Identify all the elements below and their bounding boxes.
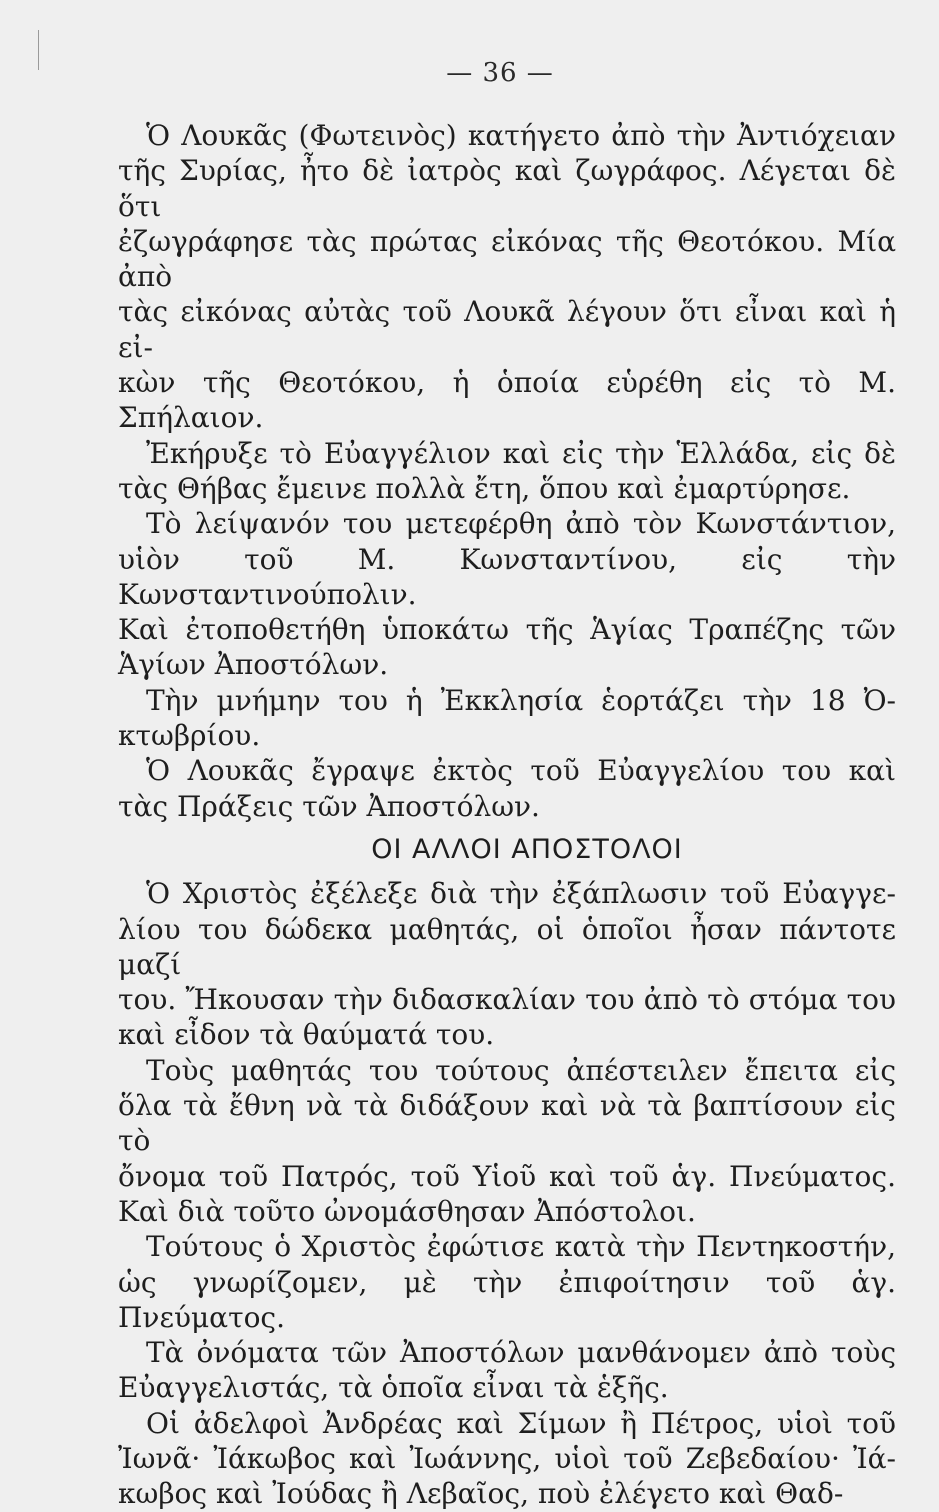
paragraph [118, 876, 896, 1052]
paragraph [118, 683, 896, 754]
text-line: τῆς Συρίας, ἦτο δὲ ἰατρὸς καὶ ζωγράφος. Λέγεται δὲ ὅτι [118, 154, 896, 223]
text-line: λίου του δώδεκα μαθητάς, οἱ ὁποῖοι ἦσαν πάντοτε μαζί [118, 912, 896, 981]
paragraph [118, 118, 896, 436]
paragraph [118, 753, 896, 824]
text-line: ἐζωγράφησε τὰς πρώτας εἰκόνας τῆς Θεοτόκου. Μία ἀπὸ [118, 224, 896, 294]
text-line: ὡς γνωρίζομεν, μὲ τὴν ἐπιφοίτησιν τοῦ ἁγ. Πνεύματος. [118, 1265, 896, 1334]
text-line: Ὁ Λουκᾶς (Φωτεινὸς) κατήγετο ἀπὸ τὴν Ἀντιόχειαν [146, 119, 896, 152]
text-line: Εὐαγγελιστάς, τὰ ὁποῖα εἶναι τὰ ἑξῆς. [118, 1371, 669, 1405]
text-line: Καὶ διὰ τοῦτο ὠνομάσθησαν Ἀπόστολοι. [118, 1194, 696, 1228]
text-line: υἱὸν τοῦ Μ. Κωνσταντίνου, εἰς τὴν Κωνσταντινούπολιν. [118, 542, 896, 611]
text-line: Ὁ Λουκᾶς ἔγραψε ἐκτὸς τοῦ Εὐαγγελίου του καὶ [146, 754, 896, 788]
text-line: κὼν τῆς Θεοτόκου, ἡ ὁποία εὑρέθη εἰς τὸ Μ. Σπήλαιον. [118, 366, 896, 435]
paragraph [118, 1053, 896, 1229]
text-line: Καὶ ἐτοποθετήθη ὑποκάτω τῆς Ἁγίας Τραπέζης τῶν [118, 613, 896, 647]
text-line: ὅλα τὰ ἔθνη νὰ τὰ διδάξουν καὶ νὰ τὰ βαπτίσουν εἰς τὸ [118, 1089, 896, 1158]
paragraph [118, 1229, 896, 1335]
text-line: Τὰ ὀνόματα τῶν Ἀποστόλων μανθάνομεν ἀπὸ τοὺς [146, 1336, 896, 1370]
page-number: — 36 — [446, 58, 554, 88]
paragraph [118, 436, 896, 507]
text-line: τὰς εἰκόνας αὐτὰς τοῦ Λουκᾶ λέγουν ὅτι εἶναι καὶ ἡ εἰ- [118, 295, 896, 364]
section-heading: ΟΙ ΑΛΛΟΙ ΑΠΟΣΤΟΛΟΙ [371, 833, 683, 865]
paragraphs-after-heading [118, 876, 896, 1511]
text-line: Τοὺς μαθητάς του τούτους ἀπέστειλεν ἔπειτα εἰς [146, 1053, 896, 1087]
paragraph [118, 506, 896, 682]
text-line: Ἐκήρυξε τὸ Εὐαγγέλιον καὶ εἰς τὴν Ἑλλάδα, εἰς δὲ [146, 436, 896, 470]
text-line: Ἁγίων Ἀποστόλων. [118, 648, 389, 682]
text-line: του. Ἤκουσαν τὴν διδασκαλίαν του ἀπὸ τὸ στόμα του [118, 983, 896, 1017]
text-line: τὰς Πράξεις τῶν Ἀποστόλων. [118, 789, 540, 823]
text-line: Τὴν μνήμην του ἡ Ἐκκλησία ἑορτάζει τὴν 18 Ὀ- [146, 683, 896, 717]
text-line: Τούτους ὁ Χριστὸς ἐφώτισε κατὰ τὴν Πεντηκοστήν, [146, 1230, 896, 1264]
paragraphs-before-heading [118, 118, 896, 824]
text-line: καὶ εἶδον τὰ θαύματά του. [118, 1018, 495, 1052]
text-line: Ἰωνᾶ· Ἰάκωβος καὶ Ἰωάννης, υἱοὶ τοῦ Ζεβεδαίου· Ἰά- [118, 1441, 896, 1475]
paragraph [118, 1406, 896, 1512]
text-line: κωβος καὶ Ἰούδας ἢ Λεβαῖος, ποὺ ἐλέγετο καὶ Θαδ- [118, 1477, 844, 1511]
text-line: ὄνομα τοῦ Πατρός, τοῦ Υἱοῦ καὶ τοῦ ἁγ. Πνεύματος. [118, 1159, 896, 1193]
text-line: Τὸ λείψανόν του μετεφέρθη ἀπὸ τὸν Κωνστάντιον, [146, 507, 896, 541]
text-line: Ὁ Χριστὸς ἐξέλεξε διὰ τὴν ἐξάπλωσιν τοῦ Εὐαγγε- [146, 877, 896, 911]
paragraph [118, 1335, 896, 1406]
text-line: Οἱ ἀδελφοὶ Ἀνδρέας καὶ Σίμων ἢ Πέτρος, υἱοὶ τοῦ [146, 1406, 896, 1440]
text-line: τὰς Θήβας ἔμεινε πολλὰ ἔτη, ὅπου καὶ ἐμαρτύρησε. [118, 471, 851, 505]
text-line: κτωβρίου. [118, 719, 261, 753]
page-body [118, 118, 896, 1512]
